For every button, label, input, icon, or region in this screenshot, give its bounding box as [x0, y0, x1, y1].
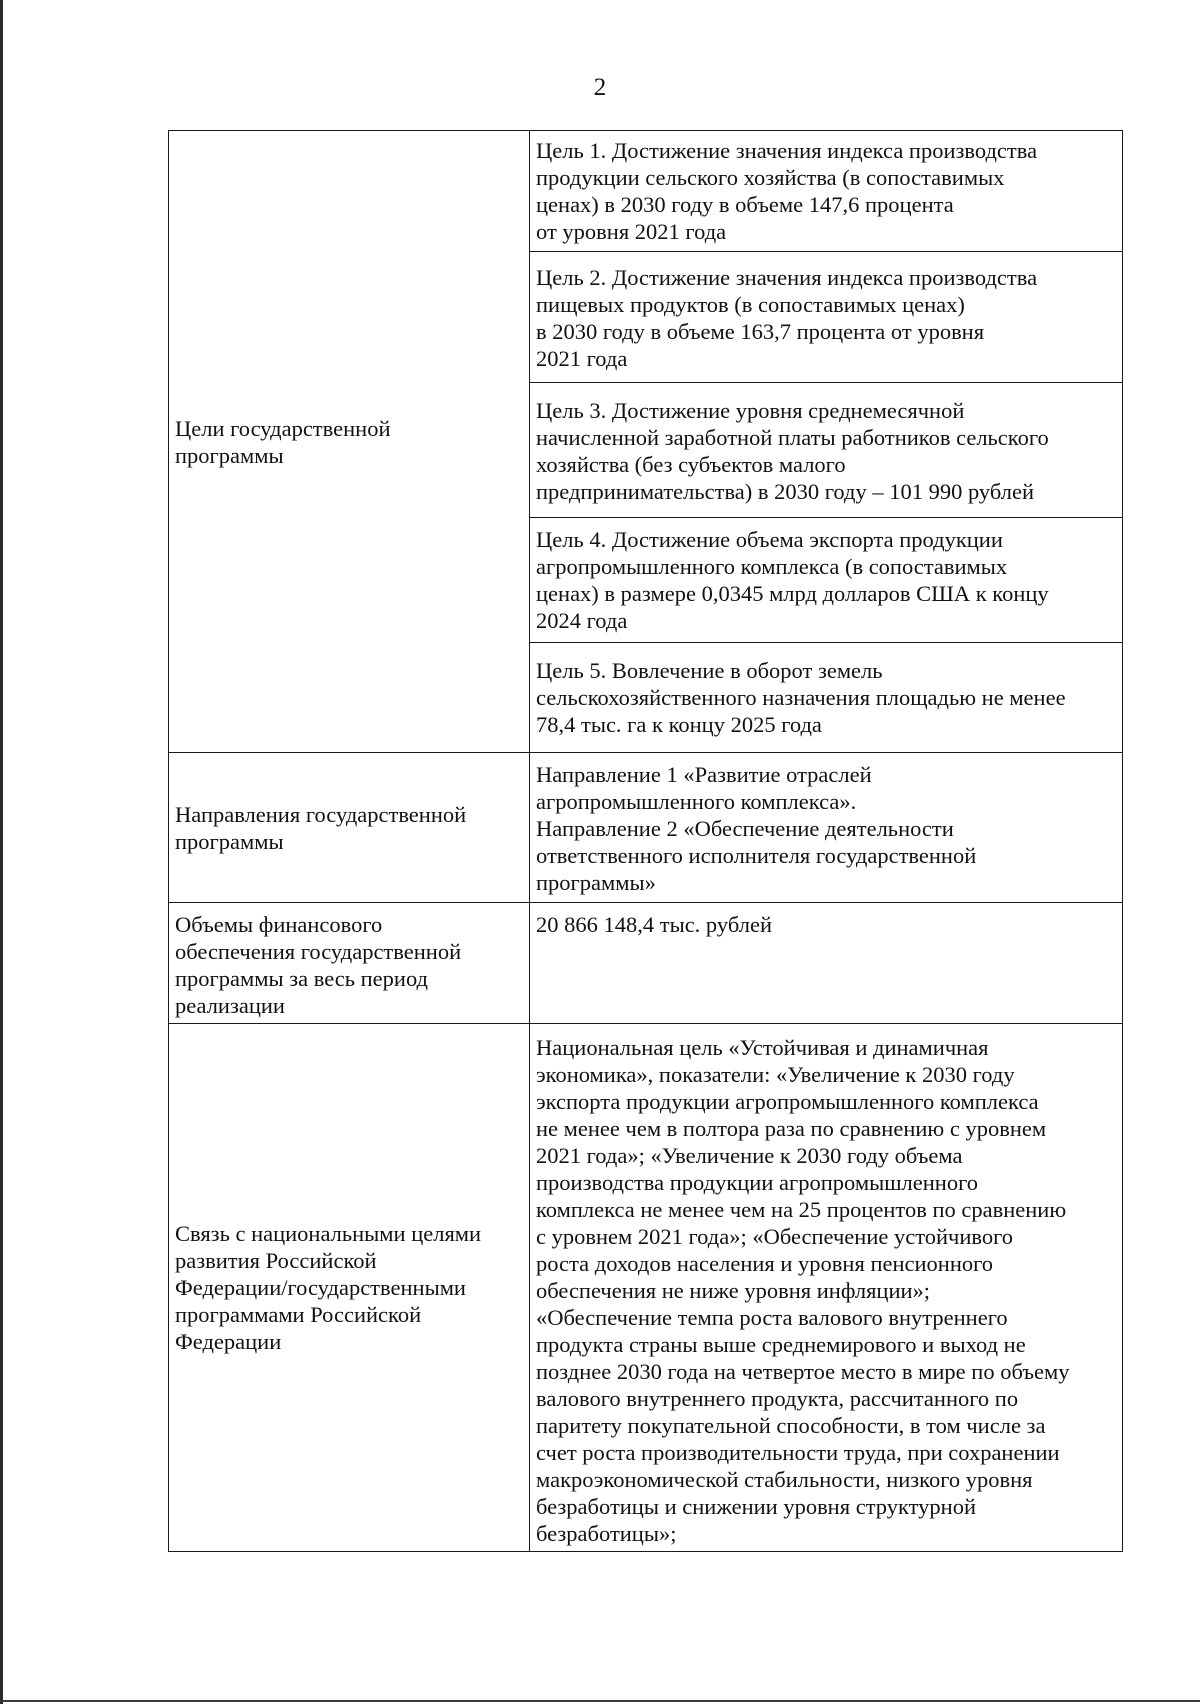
directions-row — [169, 753, 1123, 903]
national-goals-value-cell — [530, 1024, 1123, 1552]
national-goals-value-line: счет роста производительности труда, при сохранении — [536, 1440, 1060, 1465]
national-goals-value-line: паритету покупательной способности, в том числе за — [536, 1413, 1046, 1438]
national-goals-value-line: экспорта продукции агропромышленного комплекса — [536, 1089, 1039, 1114]
goals-label-line: программы — [175, 442, 284, 468]
page-number: 2 — [593, 74, 607, 101]
goal-4-line: Цель 4. Достижение объема экспорта продукции — [536, 527, 1003, 552]
national-goals-value-line: Национальная цель «Устойчивая и динамичная — [536, 1035, 989, 1060]
funding-row — [169, 903, 1123, 1024]
directions-value-line: Направление 2 «Обеспечение деятельности — [536, 816, 954, 841]
program-passport-table — [168, 130, 1123, 1552]
funding-value-cell — [530, 903, 1123, 1024]
directions-value-cell — [530, 753, 1123, 903]
goals-label-line: Цели государственной — [175, 415, 391, 441]
national-goals-value-line: с уровнем 2021 года»; «Обеспечение устойчивого — [536, 1224, 1014, 1249]
funding-label-line: программы за весь период — [175, 966, 429, 991]
goal-4-cell — [530, 518, 1123, 643]
directions-value-line: Направление 1 «Развитие отраслей — [536, 762, 872, 787]
national-goals-value-line: комплекса не менее чем на 25 процентов по сравнению — [536, 1197, 1067, 1222]
national-goals-value-line: «Обеспечение темпа роста валового внутреннего — [536, 1305, 1008, 1330]
national-goals-value-line: производства продукции агропромышленного — [536, 1170, 978, 1195]
national-goals-value-line: безработицы»; — [536, 1521, 677, 1546]
goal-1-line: продукции сельского хозяйства (в сопоставимых — [536, 165, 1005, 190]
national-goals-value-line: безработицы и снижении уровня структурной — [536, 1494, 977, 1519]
national-goals-value-line: валового внутреннего продукта, рассчитанного по — [536, 1386, 1019, 1411]
national-goals-label-line: Федерации — [175, 1329, 282, 1354]
goal-3-line: предпринимательства) в 2030 году – 101 990 рублей — [536, 479, 1035, 504]
goal-5-cell — [530, 643, 1123, 753]
goal-1-cell — [530, 131, 1123, 252]
national-goals-value-line: экономика», показатели: «Увеличение к 2030 году — [536, 1062, 1015, 1087]
funding-label-line: реализации — [175, 993, 285, 1018]
goals-row — [169, 131, 1123, 252]
goal-5-line: Цель 5. Вовлечение в оборот земель — [536, 658, 883, 683]
national-goals-label-line: развития Российской — [175, 1248, 377, 1273]
goal-2-line: пищевых продуктов (в сопоставимых ценах) — [536, 292, 965, 317]
national-goals-label-line: Связь с национальными целями — [175, 1221, 482, 1246]
scan-bottom-edge — [0, 1700, 1200, 1702]
goal-4-line: агропромышленного комплекса (в сопоставимых — [536, 554, 1008, 579]
scan-left-edge — [0, 0, 3, 1704]
directions-value-line: ответственного исполнителя государственной — [536, 843, 977, 868]
national-goals-label-line: программами Российской — [175, 1302, 422, 1327]
goal-3-line: хозяйства (без субъектов малого — [536, 452, 846, 477]
goal-1-line: от уровня 2021 года — [536, 219, 727, 244]
funding-total-value: 20 866 148,4 тыс. рублей — [536, 912, 772, 937]
national-goals-value-line: макроэкономической стабильности, низкого уровня — [536, 1467, 1033, 1492]
national-goals-value-line: позднее 2030 года на четвертое место в мире по объему — [536, 1359, 1070, 1384]
national-goals-label-line: Федерации/государственными — [175, 1275, 466, 1300]
directions-label-line: Направления государственной — [175, 801, 467, 827]
goal-2-line: в 2030 году в объеме 163,7 процента от уровня — [536, 319, 985, 344]
national-goals-value-line: продукта страны выше среднемирового и выход не — [536, 1332, 1026, 1357]
funding-label-cell — [169, 903, 530, 1024]
national-goals-value-line: не менее чем в полтора раза по сравнению с уровнем — [536, 1116, 1047, 1141]
directions-value-line: агропромышленного комплекса». — [536, 789, 857, 814]
national-goals-row — [169, 1024, 1123, 1552]
goals-label-cell — [169, 131, 530, 753]
goal-3-line: начисленной заработной платы работников сельского — [536, 425, 1049, 450]
goal-4-line: 2024 года — [536, 608, 628, 633]
directions-label-line: программы — [175, 828, 284, 854]
goal-5-line: сельскохозяйственного назначения площадью не менее — [536, 685, 1066, 710]
directions-label-cell — [169, 753, 530, 903]
goal-1-line: Цель 1. Достижение значения индекса производства — [536, 138, 1038, 163]
goal-2-line: Цель 2. Достижение значения индекса производства — [536, 265, 1038, 290]
funding-label-line: обеспечения государственной — [175, 939, 462, 964]
goal-1-line: ценах) в 2030 году в объеме 147,6 процента — [536, 192, 954, 217]
national-goals-label-cell — [169, 1024, 530, 1552]
goal-4-line: ценах) в размере 0,0345 млрд долларов США к концу — [536, 581, 1049, 606]
directions-value-line: программы» — [536, 870, 656, 895]
goal-3-cell — [530, 383, 1123, 518]
goal-2-cell — [530, 252, 1123, 383]
national-goals-value-line: обеспечения не ниже уровня инфляции»; — [536, 1278, 931, 1303]
national-goals-value-line: 2021 года»; «Увеличение к 2030 году объема — [536, 1143, 963, 1168]
funding-label-line: Объемы финансового — [175, 912, 383, 937]
goal-5-line: 78,4 тыс. га к концу 2025 года — [536, 712, 822, 737]
goal-3-line: Цель 3. Достижение уровня среднемесячной — [536, 398, 965, 423]
goal-2-line: 2021 года — [536, 346, 628, 371]
national-goals-value-line: роста доходов населения и уровня пенсионного — [536, 1251, 994, 1276]
